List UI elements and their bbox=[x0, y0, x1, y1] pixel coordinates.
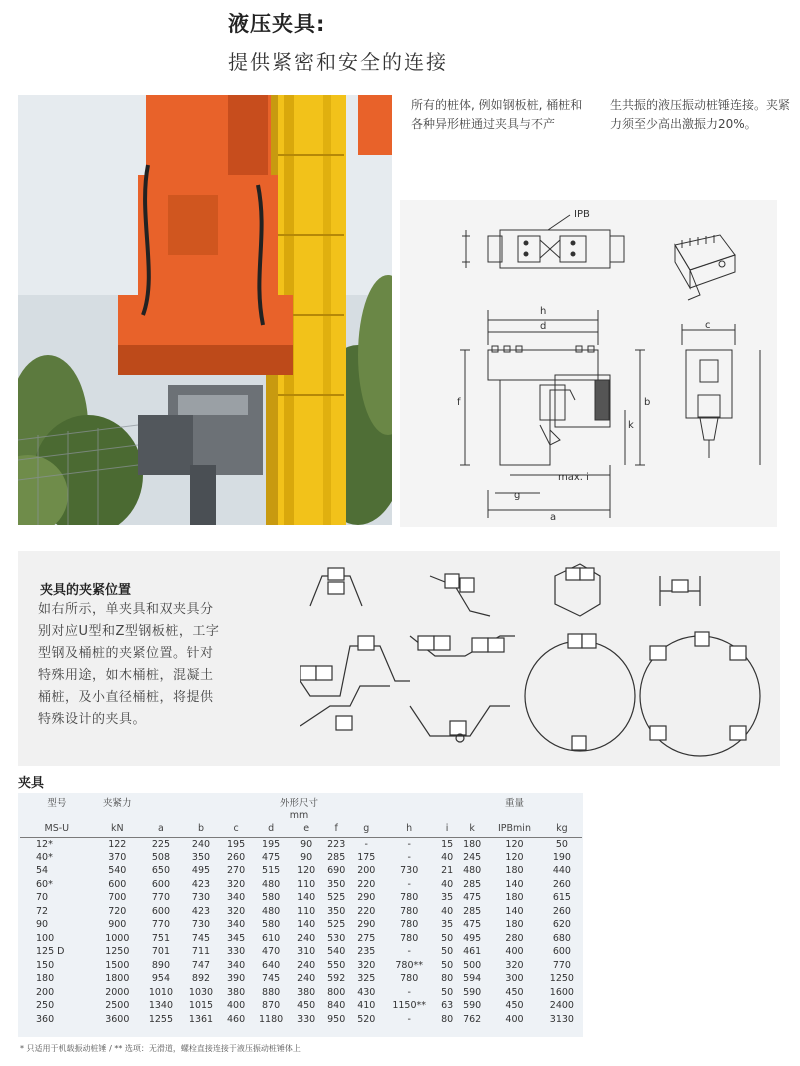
table-cell: 1015 bbox=[188, 1000, 214, 1012]
table-cell: 1010 bbox=[148, 986, 174, 998]
table-cell: - bbox=[407, 1013, 411, 1025]
table-cell: 600 bbox=[108, 878, 127, 890]
h-beam bbox=[660, 576, 700, 606]
column-header: b bbox=[181, 821, 221, 837]
table-cell: 594 bbox=[463, 973, 482, 985]
clamp-positions-text: 如右所示，单夹具和双夹具分别对应U型和Z型钢板桩，工字型钢及桶桩的夹紧位置。针对特殊用途，如木桶桩，混凝土桶桩，及小直径桶桩，将提供特殊设计的夹具。 bbox=[38, 602, 220, 727]
table-cell: 590 bbox=[463, 1000, 482, 1012]
table-cell: 340 bbox=[226, 919, 246, 931]
table-cell: 35 bbox=[441, 919, 454, 931]
table-cell: 120 bbox=[297, 865, 316, 877]
table-row bbox=[20, 864, 582, 878]
column-header: d bbox=[251, 821, 291, 837]
label-d: d bbox=[540, 321, 547, 332]
table-row bbox=[20, 959, 582, 973]
table-cell: 180 bbox=[505, 892, 524, 904]
table-cell: 680 bbox=[552, 932, 571, 944]
table-cell: 240 bbox=[297, 973, 316, 985]
table-cell: 195 bbox=[226, 838, 246, 850]
side-view bbox=[682, 324, 760, 465]
intro-text-right: 生共振的液压振动桩锤连接。夹紧力须至少高出激振力20%。 bbox=[610, 98, 791, 131]
table-cell: 720 bbox=[108, 905, 127, 917]
table-cell: 780 bbox=[400, 932, 419, 944]
table-cell: 2000 bbox=[105, 986, 130, 998]
label-max-i: max. i bbox=[558, 472, 589, 483]
column-header: MS-U bbox=[20, 821, 94, 837]
table-cell: 450 bbox=[505, 1000, 524, 1012]
table-cell: 430 bbox=[357, 986, 376, 998]
table-cell: 1000 bbox=[105, 932, 130, 944]
table-cell: 140 bbox=[297, 919, 316, 931]
table-cell: 190 bbox=[552, 851, 571, 863]
table-cell: 50 bbox=[441, 986, 454, 998]
label-f: f bbox=[457, 397, 461, 408]
table-cell: 590 bbox=[463, 986, 482, 998]
table-cell: 54 bbox=[36, 865, 49, 877]
table-cell: 70 bbox=[36, 892, 49, 904]
table-row bbox=[20, 1013, 582, 1027]
table-cell: 600 bbox=[151, 905, 170, 917]
table-cell: 780 bbox=[400, 973, 419, 985]
table-cell: 450 bbox=[505, 986, 524, 998]
label-h: h bbox=[540, 306, 547, 317]
column-header: k bbox=[457, 821, 487, 837]
table-cell: 80 bbox=[441, 1013, 454, 1025]
table-cell: 525 bbox=[327, 892, 346, 904]
table-cell: 345 bbox=[226, 932, 246, 944]
table-cell: 2400 bbox=[549, 1000, 574, 1012]
table-cell: 240 bbox=[297, 932, 316, 944]
table-cell: 450 bbox=[297, 1000, 316, 1012]
table-cell: 495 bbox=[191, 865, 211, 877]
table-row bbox=[20, 918, 582, 932]
table-cell: 700 bbox=[108, 892, 127, 904]
table-cell: - bbox=[364, 838, 368, 850]
table-cell: 180 bbox=[505, 919, 524, 931]
table-cell: 380 bbox=[297, 986, 316, 998]
table-cell: 1250 bbox=[549, 973, 574, 985]
table-cell: 225 bbox=[151, 838, 170, 850]
header-dimensions: 外形尺寸 bbox=[280, 798, 319, 809]
table-cell: 711 bbox=[191, 946, 211, 958]
table-cell: 600 bbox=[552, 946, 571, 958]
table-cell: 120 bbox=[505, 838, 524, 850]
table-cell: 520 bbox=[357, 1013, 376, 1025]
table-cell: 530 bbox=[327, 932, 346, 944]
machine-photo bbox=[18, 95, 392, 525]
table-cell: 525 bbox=[327, 919, 346, 931]
table-cell: 290 bbox=[357, 919, 376, 931]
table-cell: 508 bbox=[151, 851, 170, 863]
table-cell: 650 bbox=[151, 865, 170, 877]
table-cell: 3130 bbox=[549, 1013, 574, 1025]
table-cell: 460 bbox=[226, 1013, 246, 1025]
front-view bbox=[460, 310, 645, 518]
table-cell: 880 bbox=[262, 986, 281, 998]
table-cell: 730 bbox=[191, 919, 211, 931]
table-cell: 600 bbox=[151, 878, 170, 890]
table-cell: 50 bbox=[441, 959, 454, 971]
column-header: i bbox=[437, 821, 457, 837]
table-cell: 80 bbox=[441, 973, 454, 985]
table-row bbox=[20, 837, 582, 851]
table-cell: 35 bbox=[441, 892, 454, 904]
table-row bbox=[20, 851, 582, 865]
table-cell: 50 bbox=[441, 946, 454, 958]
u-pile-wide-2 bbox=[410, 706, 510, 742]
table-cell: 310 bbox=[297, 946, 316, 958]
table-cell: 180 bbox=[463, 838, 482, 850]
table-cell: 260 bbox=[552, 905, 571, 917]
technical-drawing bbox=[400, 200, 777, 527]
table-body bbox=[20, 837, 582, 1026]
table-cell: - bbox=[407, 986, 411, 998]
table-cell: 400 bbox=[226, 1000, 246, 1012]
table-cell: 1361 bbox=[188, 1013, 214, 1025]
table-cell: 550 bbox=[327, 959, 346, 971]
table-cell: 780** bbox=[395, 959, 423, 971]
table-cell: 580 bbox=[262, 919, 281, 931]
table-cell: 350 bbox=[191, 851, 211, 863]
label-b: b bbox=[644, 397, 651, 408]
table-cell: 423 bbox=[191, 905, 211, 917]
table-cell: 640 bbox=[262, 959, 281, 971]
header-unit-mm: mm bbox=[289, 809, 309, 821]
table-cell: 540 bbox=[327, 946, 346, 958]
table-cell: 180 bbox=[505, 865, 524, 877]
table-cell: 150 bbox=[36, 959, 55, 971]
table-cell: 1255 bbox=[148, 1013, 174, 1025]
table-cell: 175 bbox=[357, 851, 376, 863]
table-cell: 50 bbox=[555, 838, 568, 850]
table-cell: 480 bbox=[262, 878, 281, 890]
table-cell: 340 bbox=[226, 959, 246, 971]
table-cell: 480 bbox=[262, 905, 281, 917]
table-cell: 690 bbox=[327, 865, 346, 877]
header-clamp-force: 夹紧力 bbox=[103, 798, 132, 809]
header-weight: 重量 bbox=[504, 798, 524, 809]
table-cell: 350 bbox=[327, 878, 346, 890]
table-cell: 250 bbox=[36, 1000, 55, 1012]
table-header-row-1 bbox=[20, 795, 582, 809]
table-cell: 320 bbox=[226, 878, 246, 890]
table-cell: 125 D bbox=[36, 946, 65, 958]
table-row bbox=[20, 972, 582, 986]
table-row bbox=[20, 932, 582, 946]
table-cell: 730 bbox=[191, 892, 211, 904]
table-header-row-3 bbox=[20, 821, 582, 837]
table-cell: 245 bbox=[463, 851, 482, 863]
table-cell: 890 bbox=[151, 959, 170, 971]
table-cell: 330 bbox=[226, 946, 246, 958]
label-k: k bbox=[628, 420, 634, 431]
iso-view bbox=[675, 235, 735, 300]
table-cell: 72 bbox=[36, 905, 49, 917]
z-pile-double bbox=[410, 636, 515, 656]
table-cell: - bbox=[407, 878, 411, 890]
table-cell: 762 bbox=[463, 1013, 482, 1025]
table-cell: 40 bbox=[441, 851, 454, 863]
table-cell: 290 bbox=[357, 892, 376, 904]
u-pile-wide bbox=[300, 686, 390, 730]
table-cell: 515 bbox=[262, 865, 281, 877]
table-cell: 495 bbox=[463, 932, 482, 944]
footnote: * 只适用于机载振动桩锤 / ** 选项：无滑道，螺栓直接连接于液压振动桩锤体上 bbox=[20, 1044, 301, 1053]
table-cell: 120 bbox=[505, 851, 524, 863]
table-cell: 475 bbox=[262, 851, 281, 863]
table-cell: 90 bbox=[300, 851, 313, 863]
table-cell: 260 bbox=[226, 851, 246, 863]
table-cell: 110 bbox=[297, 878, 316, 890]
column-header: e bbox=[291, 821, 321, 837]
table-cell: 950 bbox=[327, 1013, 346, 1025]
table-cell: 751 bbox=[151, 932, 170, 944]
table-row bbox=[20, 986, 582, 1000]
table-cell: 360 bbox=[36, 1013, 55, 1025]
table-cell: 400 bbox=[505, 1013, 524, 1025]
column-header: IPBmin bbox=[487, 821, 542, 837]
table-cell: - bbox=[407, 838, 411, 850]
table-cell: 200 bbox=[36, 986, 55, 998]
table-cell: - bbox=[407, 946, 411, 958]
table-cell: 320 bbox=[505, 959, 524, 971]
u-pile-single bbox=[310, 568, 362, 606]
table-cell: 780 bbox=[400, 892, 419, 904]
table-cell: 280 bbox=[505, 932, 524, 944]
table-cell: 260 bbox=[552, 878, 571, 890]
table-cell: 770 bbox=[151, 919, 170, 931]
table-cell: 745 bbox=[191, 932, 211, 944]
table-cell: 730 bbox=[400, 865, 419, 877]
table-cell: 330 bbox=[297, 1013, 316, 1025]
page-subtitle: 提供紧密和安全的连接 bbox=[228, 50, 448, 74]
table-cell: 954 bbox=[151, 973, 170, 985]
table-cell: 840 bbox=[327, 1000, 346, 1012]
u-pile-double bbox=[300, 636, 410, 696]
label-ipb: IPB bbox=[574, 209, 590, 220]
table-cell: 285 bbox=[463, 878, 482, 890]
table-cell: 220 bbox=[357, 878, 376, 890]
table-cell: 100 bbox=[36, 932, 55, 944]
table-cell: 50 bbox=[441, 932, 454, 944]
table-row bbox=[20, 945, 582, 959]
table-cell: 325 bbox=[357, 973, 376, 985]
table-cell: 475 bbox=[463, 919, 482, 931]
table-cell: 610 bbox=[262, 932, 281, 944]
table-cell: 285 bbox=[327, 851, 346, 863]
table-cell: 500 bbox=[463, 959, 482, 971]
table-cell: 275 bbox=[357, 932, 376, 944]
table-cell: 1250 bbox=[105, 946, 130, 958]
table-cell: 780 bbox=[400, 919, 419, 931]
table-cell: 90 bbox=[300, 838, 313, 850]
table-cell: 580 bbox=[262, 892, 281, 904]
table-cell: 540 bbox=[108, 865, 127, 877]
table-cell: 340 bbox=[226, 892, 246, 904]
table-cell: 122 bbox=[108, 838, 127, 850]
table-cell: 223 bbox=[327, 838, 346, 850]
specifications-table bbox=[20, 795, 582, 1026]
table-cell: 140 bbox=[505, 878, 524, 890]
column-header: f bbox=[321, 821, 351, 837]
clamp-positions-diagram bbox=[300, 556, 780, 766]
tube-pile-small-clamps bbox=[525, 634, 635, 751]
label-g: g bbox=[514, 490, 521, 501]
table-cell: 592 bbox=[327, 973, 346, 985]
table-cell: 870 bbox=[262, 1000, 281, 1012]
table-cell: 1600 bbox=[549, 986, 574, 998]
table-cell: 40 bbox=[441, 905, 454, 917]
table-cell: 800 bbox=[327, 986, 346, 998]
table-cell: 1800 bbox=[105, 973, 130, 985]
table-cell: 320 bbox=[357, 959, 376, 971]
z-pile-single bbox=[430, 574, 490, 616]
header-model: 型号 bbox=[47, 798, 67, 809]
table-cell: 21 bbox=[441, 865, 454, 877]
page-title: 液压夹具: bbox=[228, 12, 326, 36]
table-cell: 1500 bbox=[105, 959, 130, 971]
column-header: kN bbox=[94, 821, 141, 837]
box-pile bbox=[555, 564, 600, 616]
table-cell: 380 bbox=[226, 986, 246, 998]
column-header: g bbox=[351, 821, 381, 837]
table-cell: 770 bbox=[151, 892, 170, 904]
table-cell: 410 bbox=[357, 1000, 376, 1012]
table-cell: 440 bbox=[552, 865, 571, 877]
top-view bbox=[462, 215, 624, 268]
table-cell: 3600 bbox=[105, 1013, 130, 1025]
table-cell: 63 bbox=[441, 1000, 454, 1012]
table-title: 夹具 bbox=[18, 776, 45, 791]
table-cell: 892 bbox=[191, 973, 211, 985]
table-cell: 423 bbox=[191, 878, 211, 890]
column-header: a bbox=[141, 821, 181, 837]
table-cell: 400 bbox=[505, 946, 524, 958]
tube-pile-multiple-clamps bbox=[640, 632, 760, 756]
table-cell: 140 bbox=[505, 905, 524, 917]
table-cell: 235 bbox=[357, 946, 376, 958]
table-cell: 320 bbox=[226, 905, 246, 917]
table-cell: 110 bbox=[297, 905, 316, 917]
table-cell: 40* bbox=[36, 851, 53, 863]
table-cell: 620 bbox=[552, 919, 571, 931]
table-cell: 300 bbox=[505, 973, 524, 985]
table-cell: 900 bbox=[108, 919, 127, 931]
label-c: c bbox=[705, 320, 711, 331]
table-cell: 1340 bbox=[148, 1000, 174, 1012]
table-cell: 240 bbox=[191, 838, 211, 850]
table-cell: 270 bbox=[226, 865, 246, 877]
table-row bbox=[20, 891, 582, 905]
table-cell: 180 bbox=[36, 973, 55, 985]
table-cell: 15 bbox=[441, 838, 454, 850]
table-row bbox=[20, 999, 582, 1013]
table-header-row-2 bbox=[20, 809, 582, 821]
table-cell: 285 bbox=[463, 905, 482, 917]
table-cell: 780 bbox=[400, 905, 419, 917]
table-cell: 12* bbox=[36, 838, 53, 850]
table-cell: 615 bbox=[552, 892, 571, 904]
table-cell: 747 bbox=[191, 959, 211, 971]
table-row bbox=[20, 905, 582, 919]
table-cell: 480 bbox=[463, 865, 482, 877]
table-cell: 370 bbox=[108, 851, 127, 863]
column-header: kg bbox=[542, 821, 582, 837]
table-cell: 470 bbox=[262, 946, 281, 958]
table-cell: 195 bbox=[262, 838, 281, 850]
table-cell: 1030 bbox=[188, 986, 214, 998]
table-cell: 475 bbox=[463, 892, 482, 904]
label-a: a bbox=[550, 512, 557, 523]
column-header: h bbox=[381, 821, 437, 837]
clamp-positions-heading: 夹具的夹紧位置 bbox=[40, 583, 132, 598]
table-cell: 90 bbox=[36, 919, 49, 931]
table-cell: 350 bbox=[327, 905, 346, 917]
table-cell: 461 bbox=[463, 946, 482, 958]
table-cell: 240 bbox=[297, 959, 316, 971]
table-cell: 701 bbox=[151, 946, 170, 958]
table-cell: 1180 bbox=[259, 1013, 284, 1025]
table-cell: 200 bbox=[357, 865, 376, 877]
intro-text-left: 所有的桩体, 例如钢板桩, 桶桩和各种异形桩通过夹具与不产 bbox=[411, 98, 583, 131]
table-cell: 140 bbox=[297, 892, 316, 904]
table-cell: 745 bbox=[262, 973, 281, 985]
table-cell: 390 bbox=[226, 973, 246, 985]
table-row bbox=[20, 878, 582, 892]
table-cell: 1150** bbox=[392, 1000, 427, 1012]
table-cell: - bbox=[407, 851, 411, 863]
table-cell: 40 bbox=[441, 878, 454, 890]
column-header: c bbox=[221, 821, 251, 837]
table-cell: 220 bbox=[357, 905, 376, 917]
table-cell: 770 bbox=[552, 959, 571, 971]
table-cell: 60* bbox=[36, 878, 53, 890]
table-cell: 2500 bbox=[105, 1000, 130, 1012]
